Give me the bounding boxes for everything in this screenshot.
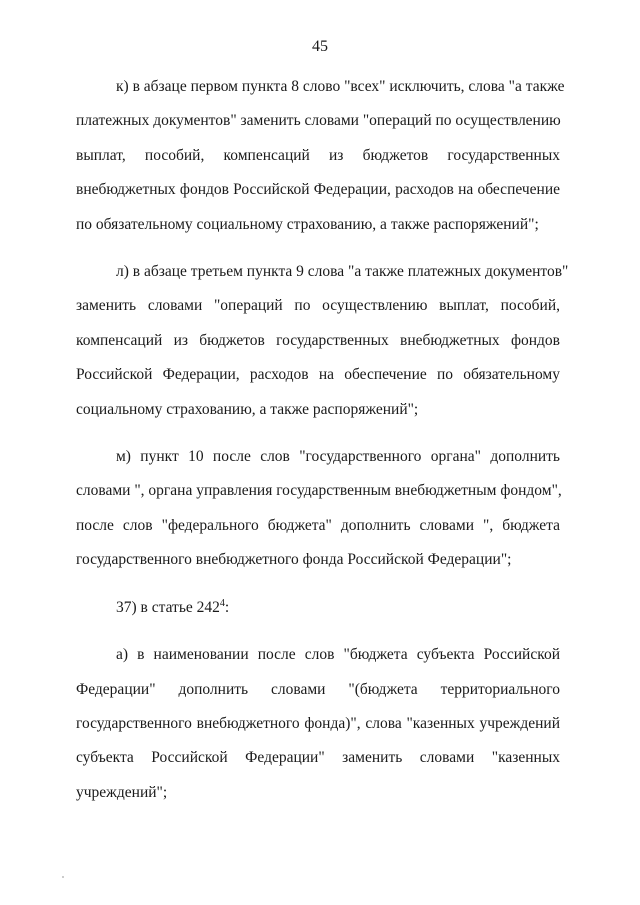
- text-line: социальному страхованию, а также распоряжений";: [76, 400, 419, 418]
- paragraph-m: [76, 440, 560, 578]
- text-line: учреждений";: [76, 783, 168, 801]
- text-line: заменить словами "операций по осуществлению выплат, пособий,: [76, 297, 560, 315]
- text-line: л) в абзаце третьем пункта 9 слова "а также платежных документов": [116, 263, 569, 281]
- text-line: Российской Федерации, расходов на обеспечение по обязательному: [76, 366, 560, 384]
- text-line: после слов "федерального бюджета" дополнить словами ", бюджета: [76, 516, 560, 534]
- text-line: государственного внебюджетного фонда)", слова "казенных учреждений: [76, 714, 560, 732]
- text-line: компенсаций из бюджетов государственных внебюджетных фондов: [76, 331, 560, 349]
- text-line: [76, 591, 560, 625]
- article-suffix: :: [224, 598, 230, 616]
- paragraph-k: [76, 70, 565, 242]
- text-line: государственного внебюджетного фонда Российской Федерации";: [76, 551, 512, 569]
- text-line: внебюджетных фондов Российской Федерации, расходов на обеспечение: [76, 181, 560, 199]
- paragraph-a: [76, 638, 560, 810]
- page-number: 45: [312, 38, 328, 55]
- text-line: словами ", органа управления государственным внебюджетным фондом",: [76, 482, 562, 500]
- text-line: к) в абзаце первом пункта 8 слово "всех" исключить, слова "а также: [116, 78, 565, 95]
- text-line: по обязательному социальному страхованию, а также распоряжений";: [76, 215, 539, 233]
- article-reference: 37) в статье 242: [116, 598, 220, 616]
- text-line: Федерации" дополнить словами "(бюджета территориального: [76, 680, 560, 698]
- article-superscript: 4: [219, 597, 225, 609]
- scan-speck: [62, 876, 64, 878]
- text-line: м) пункт 10 после слов "государственного органа" дополнить: [116, 448, 560, 466]
- paragraph-37: [76, 591, 560, 625]
- paragraph-l: [76, 255, 569, 427]
- text-line: а) в наименовании после слов "бюджета субъекта Российской: [116, 646, 560, 664]
- text-line: субъекта Российской Федерации" заменить словами "казенных: [76, 749, 560, 767]
- text-line: платежных документов" заменить словами "операций по осуществлению: [76, 112, 561, 130]
- document-body: [76, 70, 569, 810]
- text-line: выплат, пособий, компенсаций из бюджетов государственных: [76, 146, 560, 164]
